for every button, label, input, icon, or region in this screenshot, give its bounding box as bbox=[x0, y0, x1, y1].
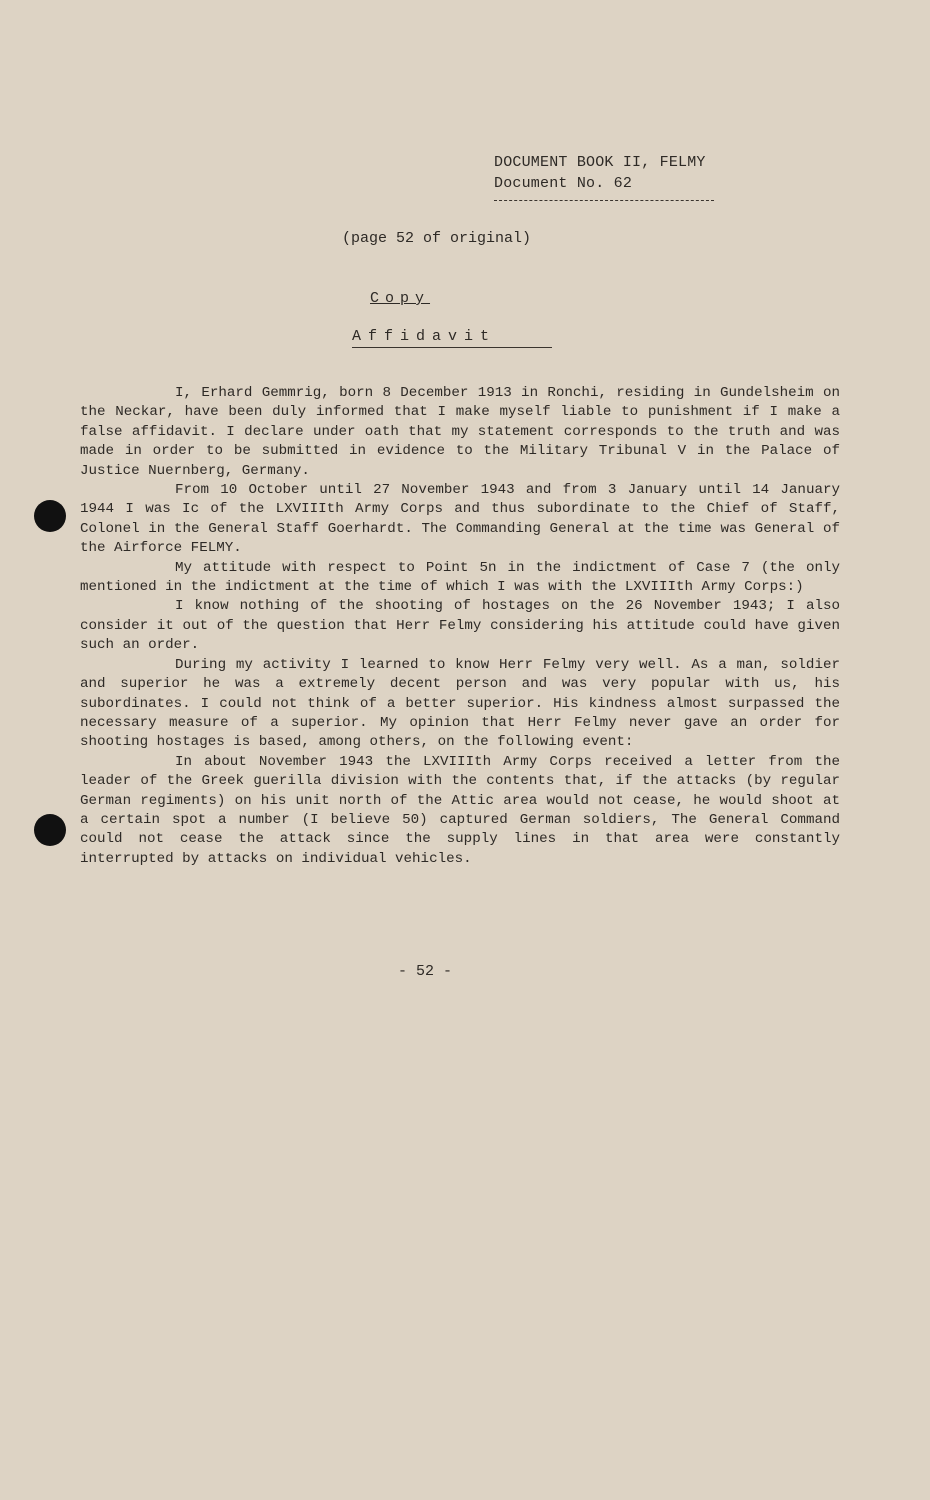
affidavit-body bbox=[80, 384, 840, 869]
copy-heading: Copy bbox=[370, 290, 431, 307]
paragraph-oath: I, Erhard Gemmrig, born 8 December 1913 in Ronchi, residing in Gundelsheim on the Neckar, have been duly informed that I make myself liable to punishment if I make a false affidavit. I declare under oath that my statement corresponds to the truth and was made in order to be submitted in evidence to the Military Tribunal V in the Palace of Justice Nuernberg, Germany. bbox=[80, 385, 840, 479]
punch-hole-lower bbox=[34, 814, 66, 846]
original-page-note: (page 52 of original) bbox=[342, 230, 532, 247]
header-divider bbox=[494, 200, 714, 201]
paragraph-event: In about November 1943 the LXVIIIth Army Corps received a letter from the leader of the Greek guerilla division with the contents that, if the attacks (by regular German regiments) on his unit north of the Attic area would not cease, he would shoot at a certain spot a number (I believe 50) captured German soldiers, The General Command could not cease the attack since the supply lines in that area were constantly interrupted by attacks on individual vehicles. bbox=[80, 753, 840, 867]
document-book-title: DOCUMENT BOOK II, FELMY bbox=[494, 154, 706, 171]
page-number: - 52 - bbox=[398, 963, 453, 980]
paragraph-character: During my activity I learned to know Herr Felmy very well. As a man, soldier and superior he was a extremely decent person and was very popular with us, his subordinates. I could not think of a better superior. His kindness almost surpassed the necessary measure of a superior. My opinion that Herr Felmy never gave an order for shooting hostages is based, among others, on the following event: bbox=[80, 656, 840, 751]
document-header bbox=[494, 152, 706, 194]
document-number: Document No. 62 bbox=[494, 175, 633, 192]
affidavit-heading: Affidavit bbox=[352, 328, 552, 348]
paragraph-hostages: I know nothing of the shooting of hostages on the 26 November 1943; I also consider it out of the question that Herr Felmy considering his attitude could have given such an order. bbox=[80, 598, 840, 654]
paragraph-attitude: My attitude with respect to Point 5n in the indictment of Case 7 (the only mentioned in the indictment at the time of which I was with the LXVIIIth Army Corps:) bbox=[80, 559, 840, 596]
paragraph-service: From 10 October until 27 November 1943 and from 3 January until 14 January 1944 I was Ic of the LXVIIIth Army Corps and thus subordinate to the Chief of Staff, Colonel in the General Staff Goerhardt. The Commanding General at the time was General of the Airforce FELMY. bbox=[80, 482, 840, 557]
punch-hole-upper bbox=[34, 500, 66, 532]
